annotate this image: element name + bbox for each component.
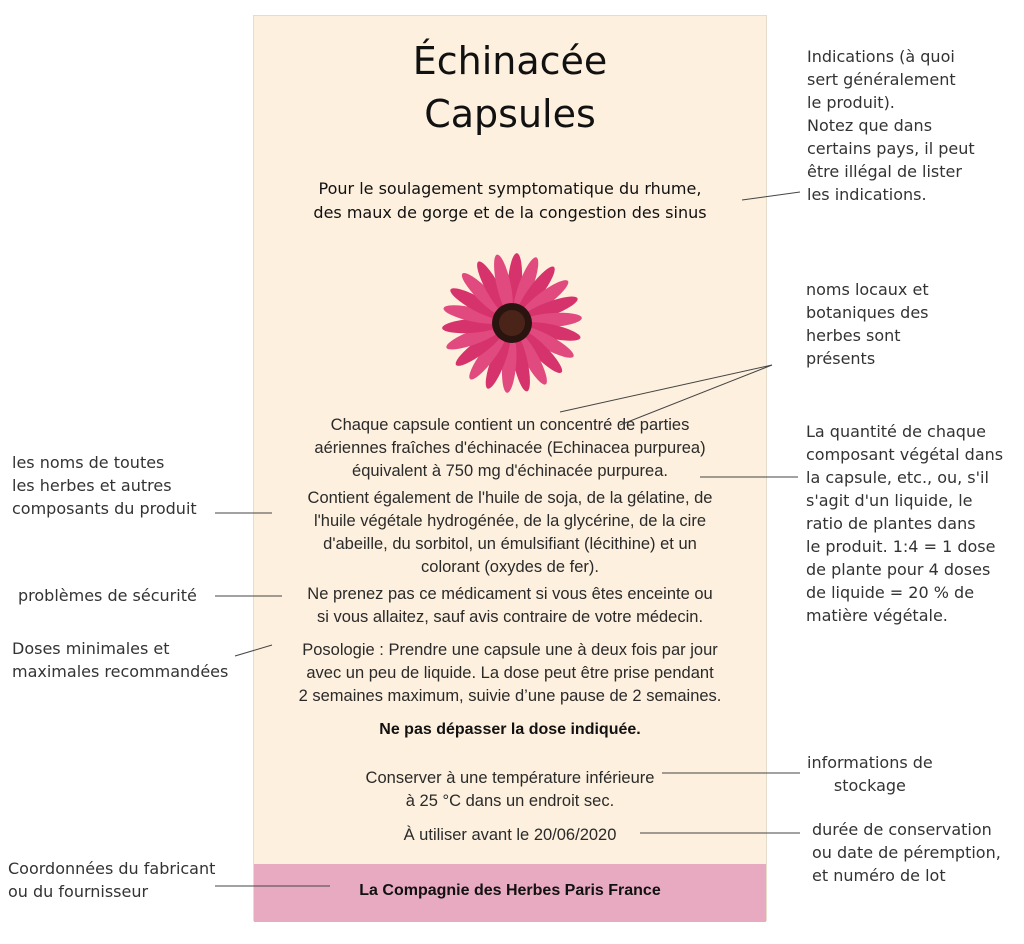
label-title-line1: Échinacée xyxy=(412,39,608,83)
note-herb-names: noms locaux et botaniques des herbes sont présents xyxy=(806,280,929,368)
leader-line-names-1 xyxy=(560,365,772,412)
note-quantity: La quantité de chaque composant végétal dans la capsule, etc., ou, s'il s'agit d'un liquide, le ratio de plantes dans le produit. 1:4 = 1 dose de plante pour 4 doses de liquide = 20 % de matière végétale. xyxy=(806,422,1004,625)
label-title-line2: Capsules xyxy=(424,92,596,136)
label-storage: Conserver à une température inférieure à 25 °C dans un endroit sec. xyxy=(365,769,655,810)
label-dosage: Posologie : Prendre une capsule une à deux fois par jour avec un peu de liquide. La dose peut être prise pendant 2 semaines maximum, suivie d’une pause de 2 semaines. xyxy=(298,641,722,705)
note-doses: Doses minimales et maximales recommandées xyxy=(12,639,229,681)
label-expiry: À utiliser avant le 20/06/2020 xyxy=(403,826,617,844)
label-indication: Pour le soulagement symptomatique du rhume, des maux de gorge et de la congestion des sinus xyxy=(313,179,707,222)
note-components: les noms de toutes les herbes et autres composants du produit xyxy=(12,453,197,518)
note-indications: Indications (à quoi sert généralement le produit). Notez que dans certains pays, il peut être illégal de lister les indications. xyxy=(807,47,975,204)
leader-line-indications xyxy=(742,192,800,200)
leader-line-doses xyxy=(235,645,272,656)
label-ingredients-main: Chaque capsule contient un concentré de parties aériennes fraîches d'échinacée (Echinacea purpurea) équivalent à 750 mg d'échinacée purpurea. xyxy=(314,416,706,480)
leader-line-names-2 xyxy=(620,365,772,425)
label-ingredients-other: Contient également de l'huile de soja, de la gélatine, de l'huile végétale hydrogénée, de la glycérine, de la cire d'abeille, du sorbitol, un émulsifiant (lécithine) et un colorant (oxydes de fer). xyxy=(307,489,713,576)
note-storage: informations de stockage xyxy=(807,753,933,795)
note-expiry: durée de conservation ou date de péremption, et numéro de lot xyxy=(812,820,1001,885)
label-safety: Ne prenez pas ce médicament si vous êtes enceinte ou si vous allaitez, sauf avis contraire de votre médecin. xyxy=(307,585,713,626)
note-manufacturer: Coordonnées du fabricant ou du fournisseur xyxy=(8,859,216,901)
label-dose-warning: Ne pas dépasser la dose indiquée. xyxy=(379,721,641,738)
label-manufacturer: La Compagnie des Herbes Paris France xyxy=(359,882,661,899)
note-safety: problèmes de sécurité xyxy=(18,586,197,605)
